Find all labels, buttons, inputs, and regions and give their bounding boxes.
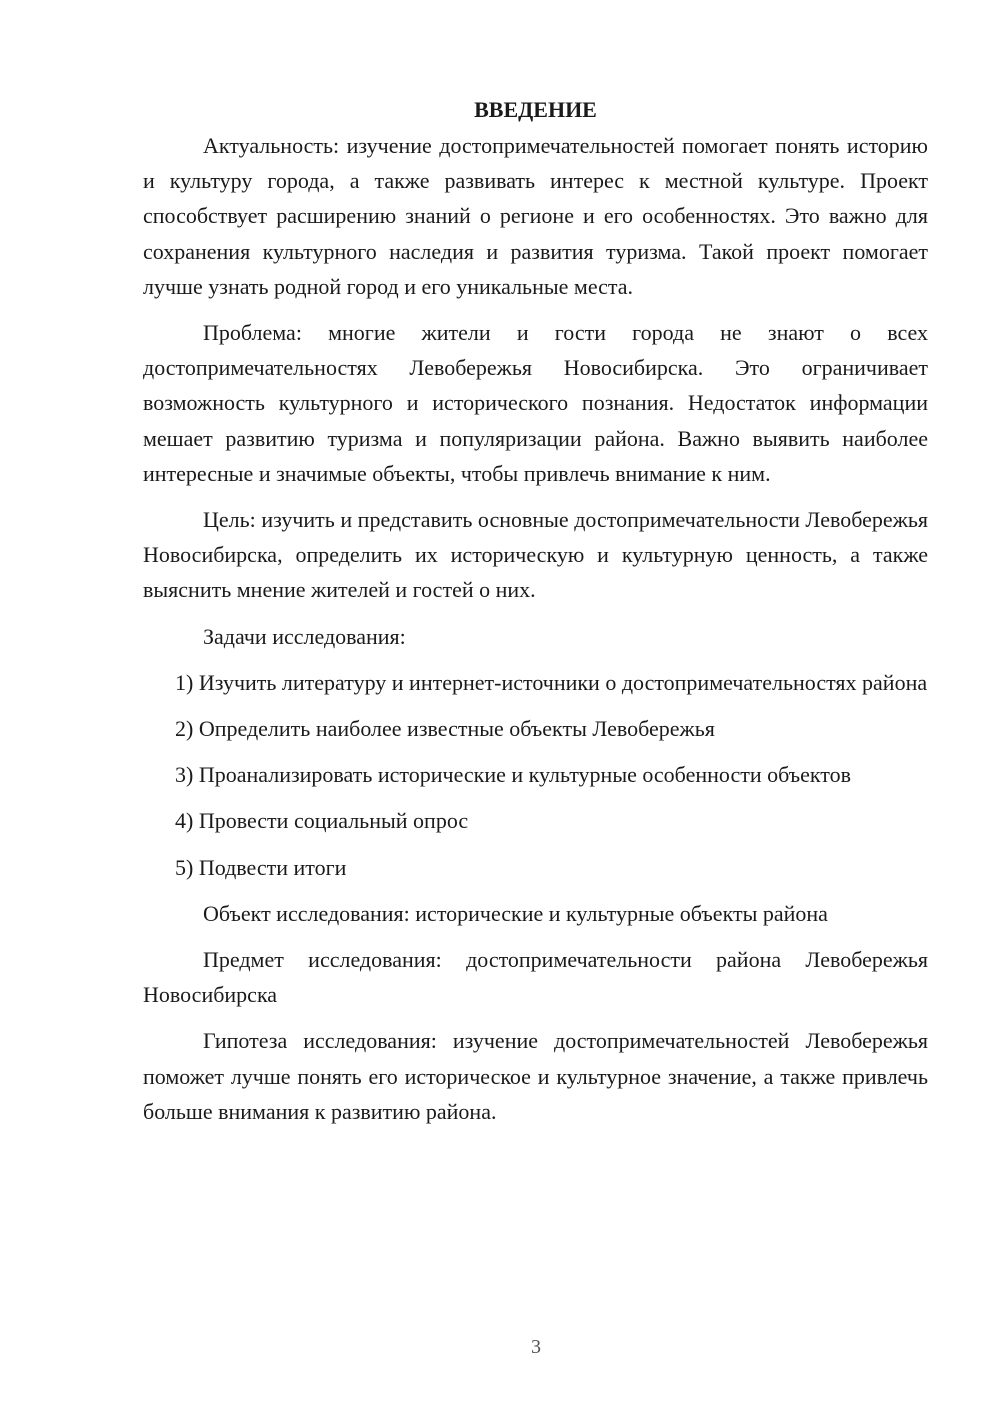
page-number: 3 xyxy=(531,1336,541,1358)
goal-paragraph: Цель: изучить и представить основные достопримечательности Левобережья Новосибирска, определить их историческую и культурную ценность, а также выяснить мнение жителей и гостей о них. xyxy=(143,507,928,603)
task-item: 5) Подвести итоги xyxy=(175,854,347,880)
hypothesis-paragraph: Гипотеза исследования: изучение достопримечательностей Левобережья поможет лучше понять его историческое и культурное значение, а также привлечь больше внимания к развитию района. xyxy=(143,1028,928,1124)
relevance-paragraph: Актуальность: изучение достопримечательностей помогает понять историю и культуру города, а также развивать интерес к местной культуре. Проект способствует расширению знаний о регионе и его особенностях. Это важно для сохранения культурного наследия и развития туризма. Такой проект помогает лучше узнать родной город и его уникальные места. xyxy=(143,133,928,299)
task-item: 1) Изучить литературу и интернет-источники о достопримечательностях района xyxy=(175,669,928,695)
task-item: 2) Определить наиболее известные объекты Левобережья xyxy=(175,716,715,742)
task-item: 3) Проанализировать исторические и культурные особенности объектов xyxy=(175,762,851,788)
problem-paragraph: Проблема: многие жители и гости города не знают о всех достопримечательностях Левобережья Новосибирска. Это ограничивает возможность культурного и исторического познания. Недостаток информации мешает развитию туризма и популяризации района. Важно выявить наиболее интересные и значимые объекты, чтобы привлечь внимание к ним. xyxy=(143,320,928,486)
tasks-heading: Задачи исследования: xyxy=(203,623,406,649)
task-item: 4) Провести социальный опрос xyxy=(175,808,469,834)
subject-paragraph: Предмет исследования: достопримечательности района Левобережья Новосибирска xyxy=(143,947,928,1008)
page-title: ВВЕДЕНИЕ xyxy=(474,97,597,122)
tasks-list xyxy=(143,665,928,885)
document-page xyxy=(143,92,928,1140)
object-paragraph: Объект исследования: исторические и культурные объекты района xyxy=(203,900,828,926)
